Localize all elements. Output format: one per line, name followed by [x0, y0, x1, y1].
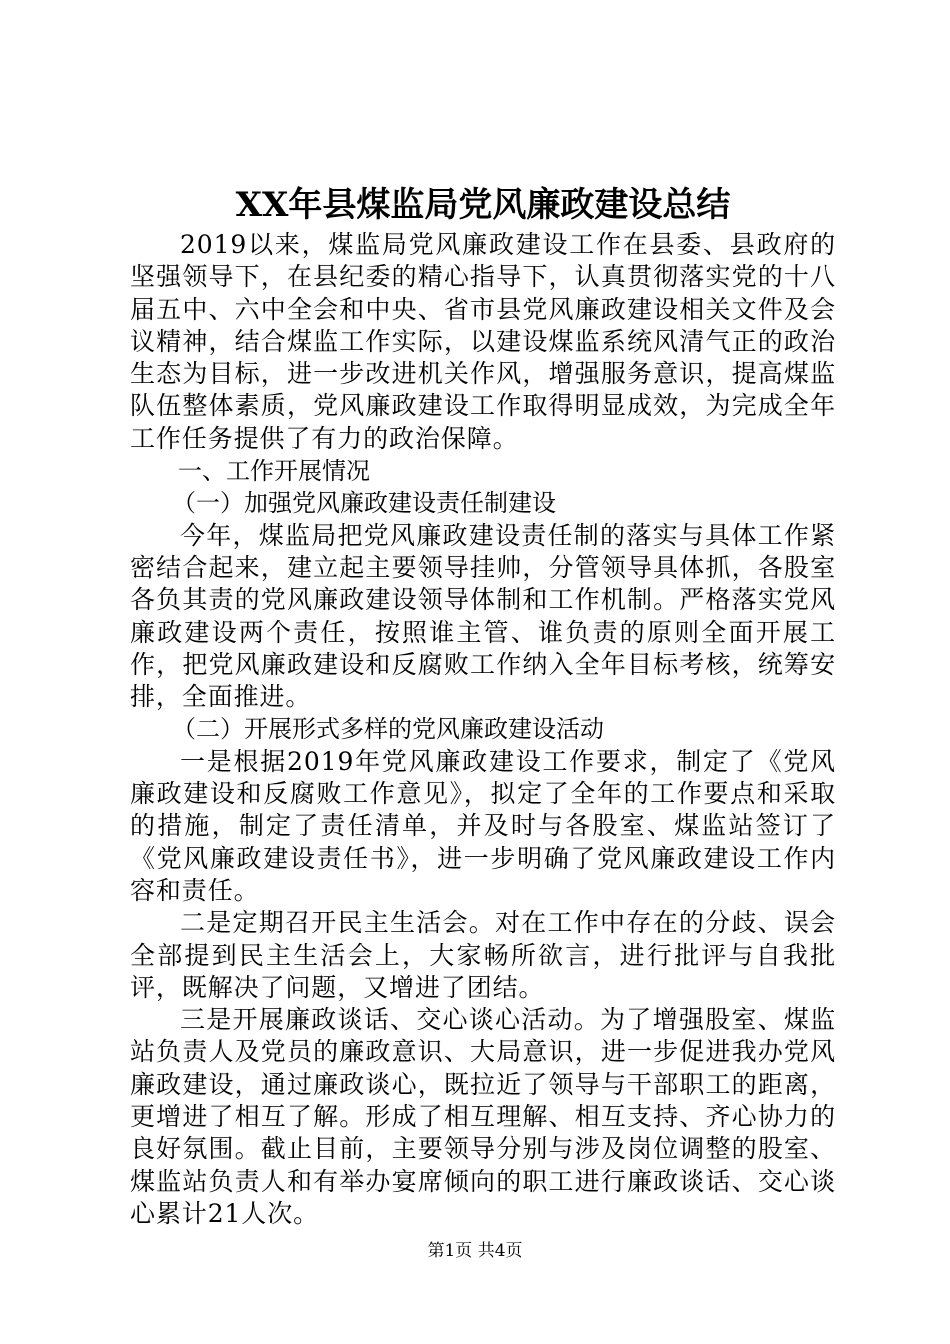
activities-paragraph-2: 二是定期召开民主生活会。对在工作中存在的分歧、误会全部提到民主生活会上，大家畅所欲言，进行批评与自我批评，既解决了问题，又增进了团结。 — [130, 908, 836, 1002]
activities-paragraph-3: 三是开展廉政谈话、交心谈心活动。为了增强股室、煤监站负责人及党员的廉政意识、大局意识，进一步促进我办党风廉政建设，通过廉政谈心，既拉近了领导与干部职工的距离，更增进了相互了解。形成了相互理解、相互支持、齐心协力的良好氛围。截止目前，主要领导分别与涉及岗位调整的股室、煤监站负责人和有举办宴席倾向的职工进行廉政谈话、交心谈心累计21人次。 — [130, 1005, 836, 1228]
document-title: XX年县煤监局党风廉政建设总结 — [235, 185, 731, 225]
responsibility-paragraph: 今年，煤监局把党风廉政建设责任制的落实与具体工作紧密结合起来，建立起主要领导挂帅，分管领导具体抓，各股室各负其责的党风廉政建设领导体制和工作机制。严格落实党风廉政建设两个责任，按照谁主管、谁负责的原则全面开展工作，把党风廉政建设和反腐败工作纳入全年目标考核，统筹安排，全面推进。 — [130, 520, 836, 712]
section-heading-work-status: 一、工作开展情况 — [178, 457, 370, 486]
page-footer: 第1页 共4页 — [427, 1241, 523, 1261]
document-body — [130, 183, 836, 1230]
subsection-heading-responsibility: （一）加强党风廉政建设责任制建设 — [172, 489, 556, 518]
subsection-heading-activities: （二）开展形式多样的党风廉政建设活动 — [172, 715, 604, 744]
activities-paragraph-1: 一是根据2019年党风廉政建设工作要求，制定了《党风廉政建设和反腐败工作意见》，拟定了全年的工作要点和采取的措施，制定了责任清单，并及时与各股室、煤监站签订了《党风廉政建设责任书》，进一步明确了党风廉政建设工作内容和责任。 — [130, 746, 836, 905]
intro-paragraph: 2019以来，煤监局党风廉政建设工作在县委、县政府的坚强领导下，在县纪委的精心指导下，认真贯彻落实党的十八届五中、六中全会和中央、省市县党风廉政建设相关文件及会议精神，结合煤监工作实际，以建设煤监系统风清气正的政治生态为目标，进一步改进机关作风，增强服务意识，提高煤监队伍整体素质，党风廉政建设工作取得明显成效，为完成全年工作任务提供了有力的政治保障。 — [130, 230, 836, 453]
